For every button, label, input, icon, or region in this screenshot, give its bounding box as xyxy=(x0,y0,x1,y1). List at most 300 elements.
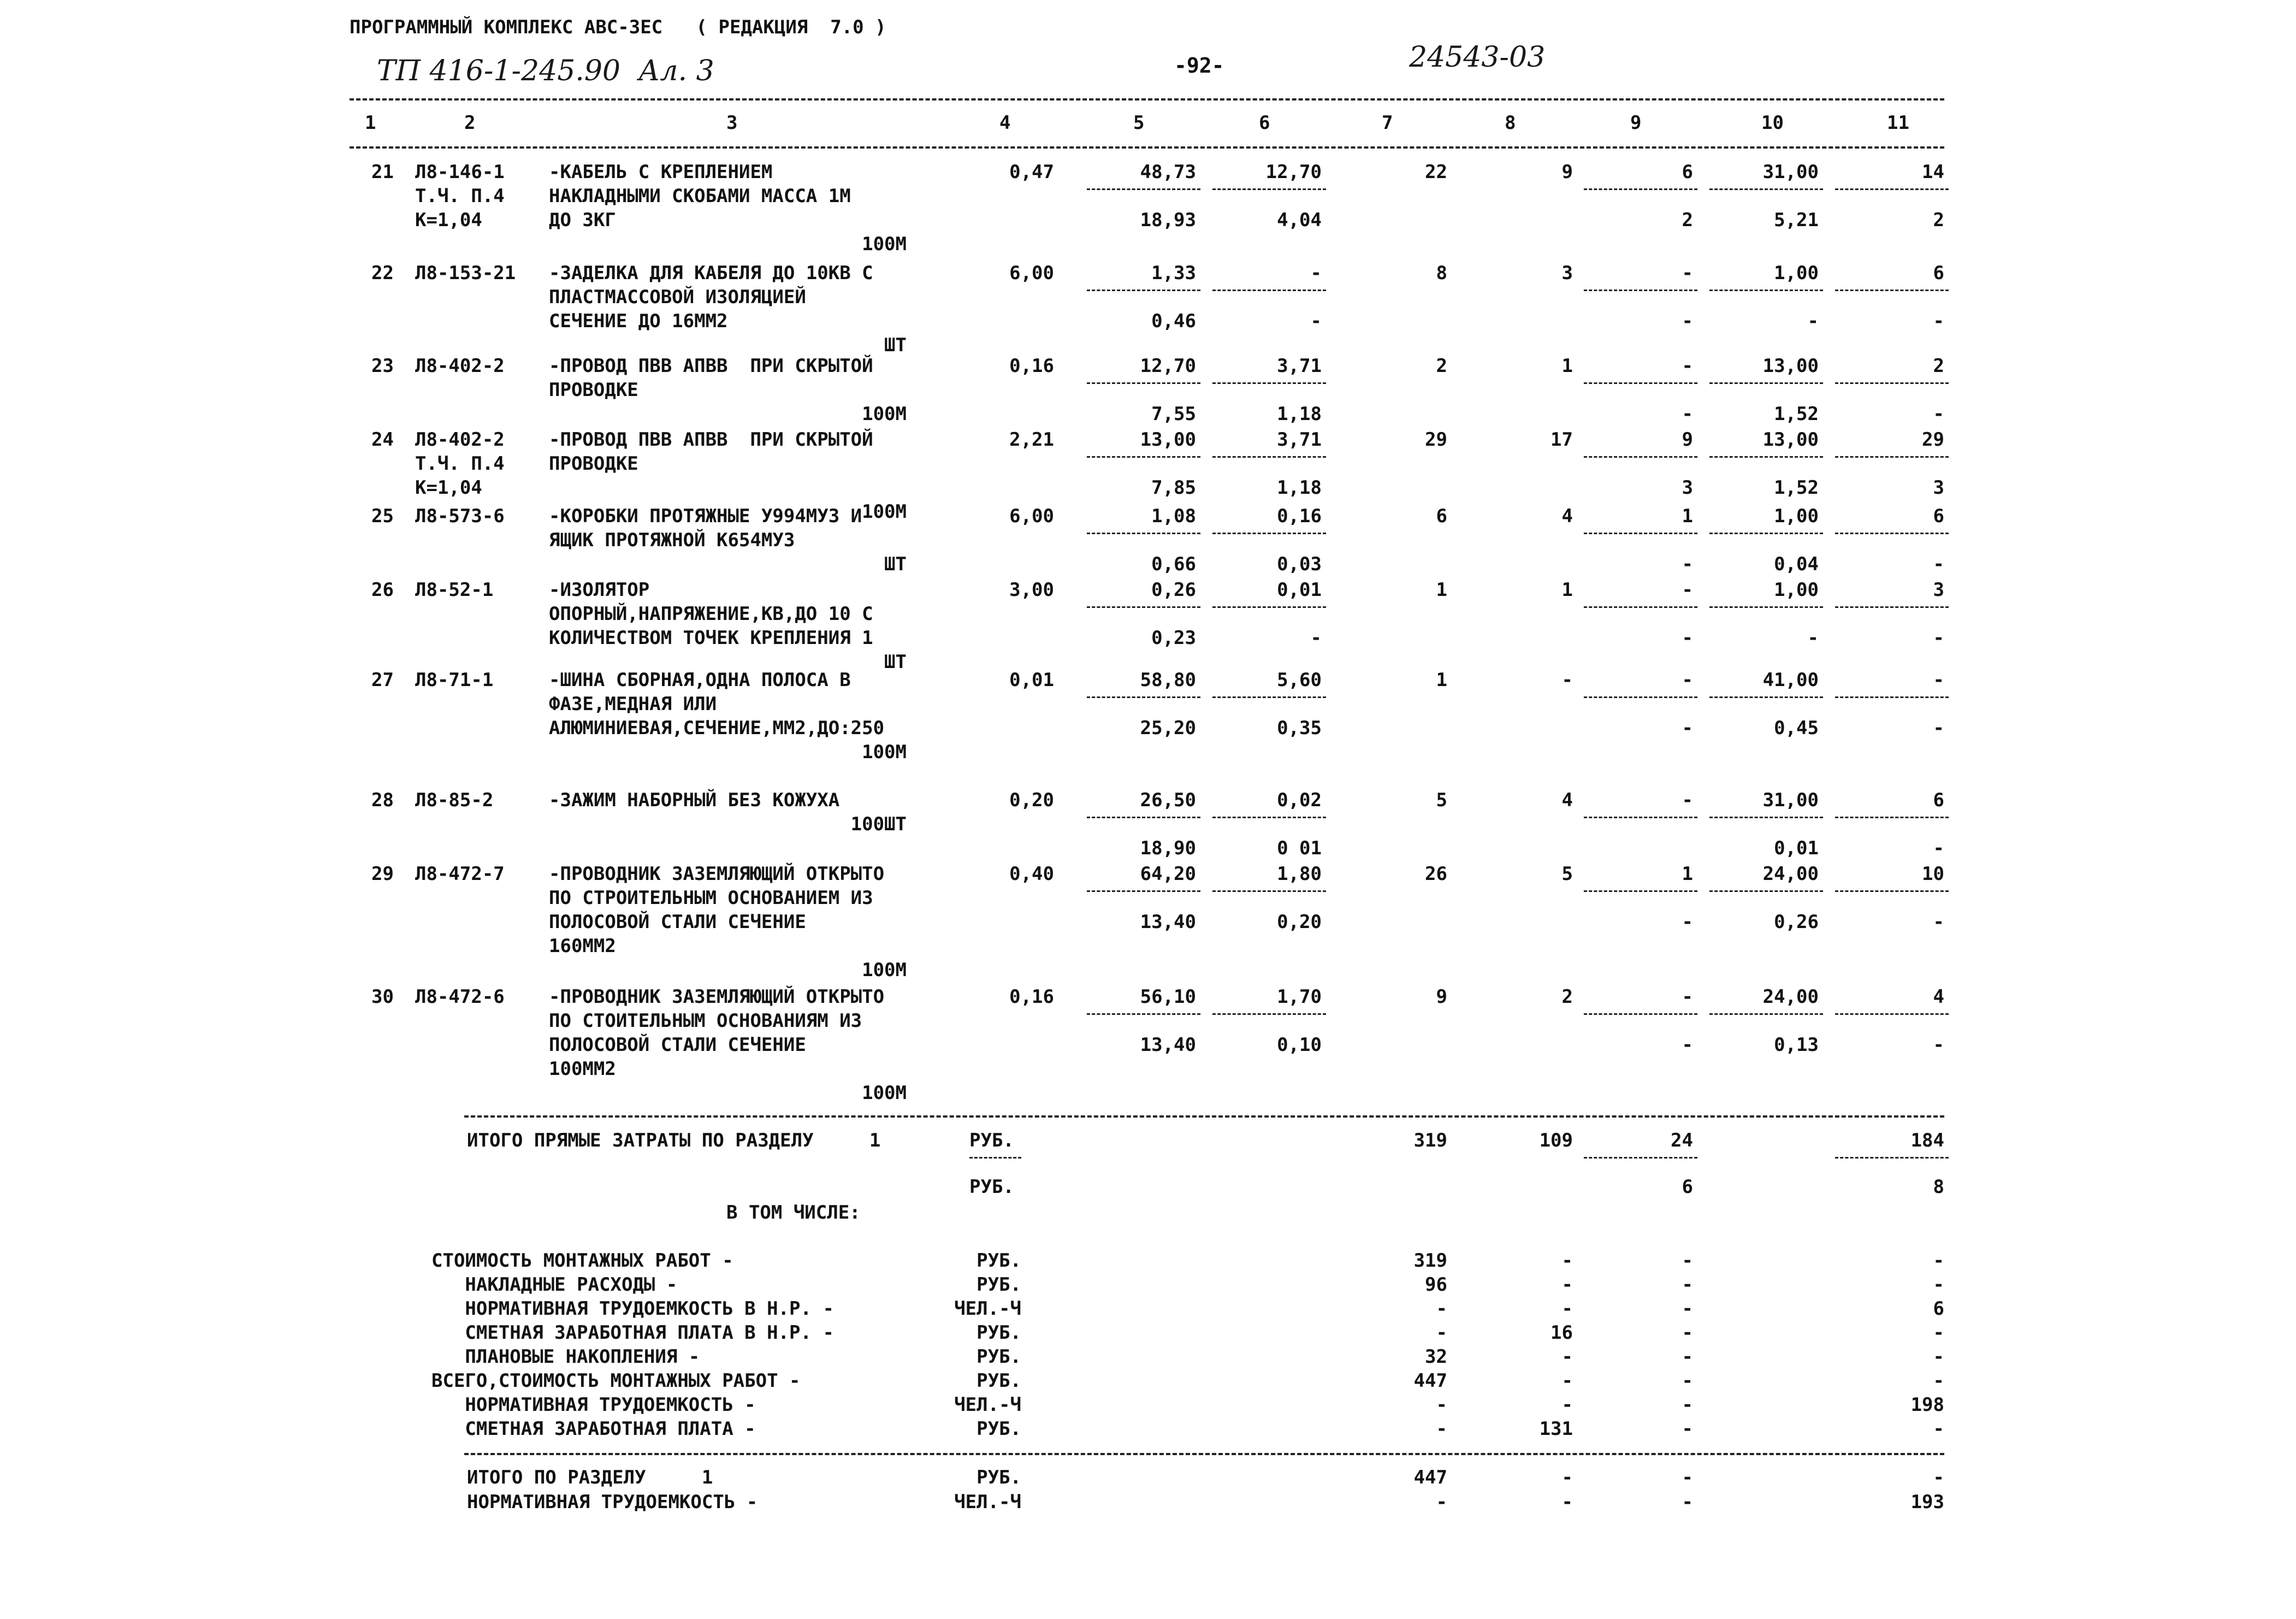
quantity: 6,00 xyxy=(1009,505,1054,527)
cell-c6: 0,03 xyxy=(1277,553,1322,575)
cell-c9: 1 xyxy=(1682,863,1693,885)
cell-divider xyxy=(1212,890,1326,892)
unit-of-measure: 100М xyxy=(862,959,907,981)
cell-c8: 16 xyxy=(1551,1322,1573,1344)
cell-c6: 3,71 xyxy=(1277,355,1322,377)
rate-code: Т.Ч. П.4 xyxy=(415,185,505,207)
unit-rub: РУБ. xyxy=(969,1176,1014,1198)
cell-c10: 0,45 xyxy=(1774,717,1819,739)
cell-divider xyxy=(1584,1157,1697,1159)
work-description: 100ММ2 xyxy=(549,1058,616,1080)
totals-rule xyxy=(464,1115,1944,1118)
cell-c5: 1,08 xyxy=(1151,505,1196,527)
rate-code: Л8-85-2 xyxy=(415,789,494,811)
row-number: 24 xyxy=(371,429,394,451)
cell-divider xyxy=(1212,188,1326,190)
cell-c7: 5 xyxy=(1436,789,1447,811)
cell-c11: - xyxy=(1933,403,1944,425)
cell-c7: - xyxy=(1436,1418,1447,1440)
cell-c10: 1,52 xyxy=(1774,403,1819,425)
cell-c6: 0,02 xyxy=(1277,789,1322,811)
cell-divider xyxy=(1087,817,1200,818)
cell-c5: 1,33 xyxy=(1151,262,1196,284)
cell-c8: 4 xyxy=(1561,505,1573,527)
cell-divider xyxy=(1709,456,1823,458)
cell-c5: 25,20 xyxy=(1140,717,1196,739)
summary-line-label: НОРМАТИВНАЯ ТРУДОЕМКОСТЬ - xyxy=(431,1394,756,1416)
cell-divider xyxy=(1835,1013,1949,1015)
rate-code: Л8-153-21 xyxy=(415,262,516,284)
cell-c6: 1,80 xyxy=(1277,863,1322,885)
cell-c11: - xyxy=(1933,1346,1944,1368)
cell-c5: 13,40 xyxy=(1140,1034,1196,1056)
cell-c5: 18,93 xyxy=(1140,209,1196,231)
cell-c9: - xyxy=(1682,579,1693,601)
cell-divider xyxy=(1212,817,1326,818)
cell-c5: 18,90 xyxy=(1140,837,1196,859)
cell-c11: - xyxy=(1933,1370,1944,1392)
cell-c5: 13,40 xyxy=(1140,911,1196,933)
unit-of-measure: ШТ xyxy=(884,651,907,673)
document-number: 24543-03 xyxy=(1409,41,1546,74)
cell-c10: 5,21 xyxy=(1774,209,1819,231)
cell-c10: 1,00 xyxy=(1774,262,1819,284)
cell-c8: - xyxy=(1561,1370,1573,1392)
including-label: В ТОМ ЧИСЛЕ: xyxy=(726,1202,861,1224)
cell-c11: 3 xyxy=(1933,477,1944,499)
cell-divider xyxy=(1709,533,1823,534)
cell-c11: - xyxy=(1933,1034,1944,1056)
cell-divider xyxy=(1212,606,1326,608)
cell-c7: - xyxy=(1436,1298,1447,1320)
row-number: 30 xyxy=(371,986,394,1008)
summary-unit: РУБ. xyxy=(977,1322,1021,1344)
cell-divider xyxy=(1835,1157,1949,1159)
cell-divider xyxy=(1835,382,1949,384)
cell-c9: - xyxy=(1682,1346,1693,1368)
cell-c10: 1,52 xyxy=(1774,477,1819,499)
unit-of-measure: 100М xyxy=(862,501,907,523)
cell-divider xyxy=(1709,289,1823,291)
work-description: -КОРОБКИ ПРОТЯЖНЫЕ У994МУЗ И xyxy=(549,505,862,527)
cell-c10: 31,00 xyxy=(1762,789,1819,811)
cell-divider xyxy=(1087,696,1200,698)
cell-c9: 6 xyxy=(1682,1176,1693,1198)
cell-c10: 31,00 xyxy=(1762,161,1819,183)
rate-code: Л8-573-6 xyxy=(415,505,505,527)
cell-c6: 0,16 xyxy=(1277,505,1322,527)
rate-code: Л8-146-1 xyxy=(415,161,505,183)
column-header: 7 xyxy=(1382,112,1393,134)
cell-c10: 13,00 xyxy=(1762,355,1819,377)
cell-divider xyxy=(1709,606,1823,608)
unit-of-measure: 100М xyxy=(862,741,907,763)
header-top-rule xyxy=(350,98,1944,101)
work-description: ПЛАСТМАССОВОЙ ИЗОЛЯЦИЕЙ xyxy=(549,286,806,308)
cell-c7: - xyxy=(1436,1394,1447,1416)
cell-c10: - xyxy=(1807,310,1819,332)
document-reference: ТП 416-1-245.90 Ал. 3 xyxy=(377,55,714,87)
cell-c8: 1 xyxy=(1561,579,1573,601)
cell-c6: 0,10 xyxy=(1277,1034,1322,1056)
cell-c5: 26,50 xyxy=(1140,789,1196,811)
unit-of-measure: ШТ xyxy=(884,334,907,356)
work-description: -ПРОВОДНИК ЗАЗЕМЛЯЮЩИЙ ОТКРЫТО xyxy=(549,986,885,1008)
cell-c8: - xyxy=(1561,1394,1573,1416)
cell-c9: - xyxy=(1682,986,1693,1008)
cell-c10: 0,26 xyxy=(1774,911,1819,933)
cell-c6: 1,18 xyxy=(1277,403,1322,425)
column-header: 1 xyxy=(365,112,376,134)
cell-c5: 13,00 xyxy=(1140,429,1196,451)
cell-c8: 3 xyxy=(1561,262,1573,284)
cell-divider xyxy=(1212,289,1326,291)
cell-divider xyxy=(1212,533,1326,534)
cell-divider xyxy=(1087,890,1200,892)
column-header: 5 xyxy=(1133,112,1145,134)
cell-c7: 1 xyxy=(1436,579,1447,601)
quantity: 0,40 xyxy=(1009,863,1054,885)
work-description: ПОЛОСОВОЙ СТАЛИ СЕЧЕНИЕ xyxy=(549,1034,806,1056)
work-description: -ЗАЖИМ НАБОРНЫЙ БЕЗ КОЖУХА xyxy=(549,789,840,811)
cell-c9: - xyxy=(1682,1491,1693,1513)
cell-c9: - xyxy=(1682,717,1693,739)
cell-c9: 6 xyxy=(1682,161,1693,183)
row-number: 29 xyxy=(371,863,394,885)
cell-c9: - xyxy=(1682,1394,1693,1416)
cell-c8: - xyxy=(1561,1298,1573,1320)
summary-line-label: СМЕТНАЯ ЗАРАБОТНАЯ ПЛАТА - xyxy=(431,1418,756,1440)
cell-divider xyxy=(1835,289,1949,291)
work-description: -ЗАДЕЛКА ДЛЯ КАБЕЛЯ ДО 10КВ С xyxy=(549,262,873,284)
cell-c9: - xyxy=(1682,1467,1693,1488)
cell-c9: - xyxy=(1682,789,1693,811)
work-description: КОЛИЧЕСТВОМ ТОЧЕК КРЕПЛЕНИЯ 1 xyxy=(549,627,873,649)
cell-c9: - xyxy=(1682,1418,1693,1440)
cell-divider xyxy=(1584,1013,1697,1015)
work-description: -ПРОВОД ПВВ АПВВ ПРИ СКРЫТОЙ xyxy=(549,429,873,451)
cell-c9: - xyxy=(1682,403,1693,425)
rate-code: Л8-402-2 xyxy=(415,355,505,377)
cell-c5: 0,26 xyxy=(1151,579,1196,601)
cell-c8: - xyxy=(1561,1274,1573,1296)
summary-line-label: НОРМАТИВНАЯ ТРУДОЕМКОСТЬ В Н.Р. - xyxy=(431,1298,834,1320)
cell-divider xyxy=(1212,1013,1326,1015)
rate-code: Л8-71-1 xyxy=(415,669,494,691)
quantity: 0,20 xyxy=(1009,789,1054,811)
cell-c8: 1 xyxy=(1561,355,1573,377)
column-header: 8 xyxy=(1505,112,1516,134)
column-header: 4 xyxy=(999,112,1011,134)
cell-divider xyxy=(1835,696,1949,698)
cell-c9: - xyxy=(1682,1370,1693,1392)
cell-divider xyxy=(1835,890,1949,892)
cell-divider xyxy=(1709,817,1823,818)
cell-c10: 0,04 xyxy=(1774,553,1819,575)
cell-divider xyxy=(1835,533,1949,534)
cell-c9: 1 xyxy=(1682,505,1693,527)
cell-divider xyxy=(1709,1013,1823,1015)
row-number: 21 xyxy=(371,161,394,183)
rate-code: К=1,04 xyxy=(415,209,482,231)
row-number: 25 xyxy=(371,505,394,527)
row-number: 22 xyxy=(371,262,394,284)
quantity: 3,00 xyxy=(1009,579,1054,601)
cell-c5: 58,80 xyxy=(1140,669,1196,691)
cell-c11: 8 xyxy=(1933,1176,1944,1198)
cell-c5: 48,73 xyxy=(1140,161,1196,183)
cell-c10: 0,01 xyxy=(1774,837,1819,859)
cell-c11: - xyxy=(1933,717,1944,739)
rate-code: Л8-402-2 xyxy=(415,429,505,451)
cell-divider xyxy=(1087,606,1200,608)
cell-c10: 24,00 xyxy=(1762,863,1819,885)
work-description: СЕЧЕНИЕ ДО 16ММ2 xyxy=(549,310,728,332)
summary-unit: РУБ. xyxy=(977,1370,1021,1392)
cell-c7: 9 xyxy=(1436,986,1447,1008)
quantity: 0,01 xyxy=(1009,669,1054,691)
cell-c5: 64,20 xyxy=(1140,863,1196,885)
cell-divider xyxy=(1584,533,1697,534)
rate-code: Л8-52-1 xyxy=(415,579,494,601)
cell-c8: 4 xyxy=(1561,789,1573,811)
cell-c7: 6 xyxy=(1436,505,1447,527)
cell-c11: 2 xyxy=(1933,209,1944,231)
quantity: 2,21 xyxy=(1009,429,1054,451)
work-description: ФАЗЕ,МЕДНАЯ ИЛИ xyxy=(549,693,717,715)
cell-c8: 131 xyxy=(1539,1418,1573,1440)
cell-c11: 29 xyxy=(1922,429,1944,451)
cell-c11: 198 xyxy=(1910,1394,1944,1416)
unit-of-measure: 100ШТ xyxy=(850,813,907,835)
cell-c8: - xyxy=(1561,1467,1573,1488)
unit-of-measure: 100М xyxy=(862,403,907,425)
cell-c8: 109 xyxy=(1539,1130,1573,1151)
cell-c9: - xyxy=(1682,1322,1693,1344)
work-description: ПО СТОИТЕЛЬНЫМ ОСНОВАНИЯМ ИЗ xyxy=(549,1010,862,1032)
cell-c7: 22 xyxy=(1425,161,1447,183)
cell-divider xyxy=(1584,456,1697,458)
cell-c8: - xyxy=(1561,669,1573,691)
cell-c10: 41,00 xyxy=(1762,669,1819,691)
cell-c7: 319 xyxy=(1413,1130,1447,1151)
cell-c6: 1,18 xyxy=(1277,477,1322,499)
cell-c9: - xyxy=(1682,627,1693,649)
work-description: ПОЛОСОВОЙ СТАЛИ СЕЧЕНИЕ xyxy=(549,911,806,933)
cell-divider xyxy=(1087,382,1200,384)
cell-c11: - xyxy=(1933,837,1944,859)
quantity: 0,47 xyxy=(1009,161,1054,183)
row-number: 23 xyxy=(371,355,394,377)
cell-c7: 2 xyxy=(1436,355,1447,377)
cell-divider xyxy=(1212,456,1326,458)
work-description: ЯЩИК ПРОТЯЖНОЙ К654МУЗ xyxy=(549,529,795,551)
cell-c8: - xyxy=(1561,1346,1573,1368)
cell-c11: 2 xyxy=(1933,355,1944,377)
cell-divider xyxy=(1584,696,1697,698)
cell-divider xyxy=(1709,382,1823,384)
unit-of-measure: 100М xyxy=(862,1082,907,1104)
cell-c11: 193 xyxy=(1910,1491,1944,1513)
cell-c6: 0 01 xyxy=(1277,837,1322,859)
cell-c8: 17 xyxy=(1551,429,1573,451)
cell-c8: - xyxy=(1561,1491,1573,1513)
cell-c11: - xyxy=(1933,1418,1944,1440)
cell-c5: 0,66 xyxy=(1151,553,1196,575)
row-number: 26 xyxy=(371,579,394,601)
summary-unit: ЧЕЛ.-Ч xyxy=(954,1491,1021,1513)
work-description: -ИЗОЛЯТОР xyxy=(549,579,650,601)
cell-c11: - xyxy=(1933,310,1944,332)
cell-c11: 3 xyxy=(1933,579,1944,601)
unit-of-measure: 100М xyxy=(862,233,907,255)
page-number: -92- xyxy=(1174,54,1224,78)
cell-c8: 2 xyxy=(1561,986,1573,1008)
cell-c5: 0,46 xyxy=(1151,310,1196,332)
cell-c9: - xyxy=(1682,911,1693,933)
cell-c6: 0,20 xyxy=(1277,911,1322,933)
cell-divider xyxy=(1584,289,1697,291)
cell-c7: - xyxy=(1436,1322,1447,1344)
work-description: АЛЮМИНИЕВАЯ,СЕЧЕНИЕ,ММ2,ДО:250 xyxy=(549,717,885,739)
cell-c6: 3,71 xyxy=(1277,429,1322,451)
column-header: 10 xyxy=(1761,112,1784,134)
cell-c6: 4,04 xyxy=(1277,209,1322,231)
cell-divider xyxy=(1212,382,1326,384)
cell-c7: 447 xyxy=(1413,1467,1447,1488)
cell-divider xyxy=(1584,606,1697,608)
work-description: ДО 3КГ xyxy=(549,209,616,231)
row-number: 28 xyxy=(371,789,394,811)
summary-line-label: ВСЕГО,СТОИМОСТЬ МОНТАЖНЫХ РАБОТ - xyxy=(431,1370,801,1392)
rate-code: Л8-472-7 xyxy=(415,863,505,885)
work-description: 160ММ2 xyxy=(549,935,616,957)
cell-divider xyxy=(1212,696,1326,698)
cell-c7: - xyxy=(1436,1491,1447,1513)
cell-c5: 7,85 xyxy=(1151,477,1196,499)
cell-c7: 26 xyxy=(1425,863,1447,885)
cell-c9: - xyxy=(1682,669,1693,691)
cell-c11: - xyxy=(1933,553,1944,575)
cell-c10: - xyxy=(1807,627,1819,649)
cell-c7: 319 xyxy=(1413,1250,1447,1272)
program-title: ПРОГРАММНЫЙ КОМПЛЕКС АВС-ЗЕС ( РЕДАКЦИЯ 7.0 ) xyxy=(350,16,886,38)
cell-c6: - xyxy=(1310,627,1322,649)
cell-c5: 7,55 xyxy=(1151,403,1196,425)
final-total-label: НОРМАТИВНАЯ ТРУДОЕМКОСТЬ - xyxy=(467,1491,758,1513)
cell-c9: - xyxy=(1682,1034,1693,1056)
unit-divider xyxy=(969,1157,1021,1159)
cell-c5: 56,10 xyxy=(1140,986,1196,1008)
work-description: ПРОВОДКЕ xyxy=(549,453,638,475)
cell-c11: 10 xyxy=(1922,863,1944,885)
cell-c7: 8 xyxy=(1436,262,1447,284)
cell-divider xyxy=(1584,817,1697,818)
cell-c9: 24 xyxy=(1671,1130,1693,1151)
work-description: -КАБЕЛЬ С КРЕПЛЕНИЕМ xyxy=(549,161,773,183)
cell-c6: - xyxy=(1310,262,1322,284)
cell-c6: 1,70 xyxy=(1277,986,1322,1008)
cell-c7: 29 xyxy=(1425,429,1447,451)
work-description: ПРОВОДКЕ xyxy=(549,379,638,401)
quantity: 0,16 xyxy=(1009,986,1054,1008)
cell-divider xyxy=(1709,890,1823,892)
column-header: 6 xyxy=(1259,112,1270,134)
cell-divider xyxy=(1584,382,1697,384)
cell-c10: 1,00 xyxy=(1774,579,1819,601)
rate-code: К=1,04 xyxy=(415,477,482,499)
summary-line-label: ПЛАНОВЫЕ НАКОПЛЕНИЯ - xyxy=(431,1346,700,1368)
cell-c11: 6 xyxy=(1933,505,1944,527)
summary-unit: ЧЕЛ.-Ч xyxy=(954,1394,1021,1416)
unit-rub: РУБ. xyxy=(969,1130,1014,1151)
cell-divider xyxy=(1584,188,1697,190)
cell-divider xyxy=(1087,533,1200,534)
cell-c5: 12,70 xyxy=(1140,355,1196,377)
work-description: НАКЛАДНЫМИ СКОБАМИ МАССА 1М xyxy=(549,185,851,207)
cell-c11: - xyxy=(1933,911,1944,933)
cell-c7: 1 xyxy=(1436,669,1447,691)
header-bottom-rule xyxy=(350,146,1944,149)
cell-divider xyxy=(1087,456,1200,458)
summary-unit: РУБ. xyxy=(977,1250,1021,1272)
summary-unit: РУБ. xyxy=(977,1418,1021,1440)
cell-divider xyxy=(1835,188,1949,190)
cell-c11: - xyxy=(1933,1250,1944,1272)
column-header: 3 xyxy=(726,112,738,134)
cell-c10: 24,00 xyxy=(1762,986,1819,1008)
summary-unit: ЧЕЛ.-Ч xyxy=(954,1298,1021,1320)
unit-of-measure: ШТ xyxy=(884,553,907,575)
cell-divider xyxy=(1087,289,1200,291)
cell-c11: 4 xyxy=(1933,986,1944,1008)
quantity: 0,16 xyxy=(1009,355,1054,377)
cell-c9: 3 xyxy=(1682,477,1693,499)
cell-c11: - xyxy=(1933,1274,1944,1296)
cell-divider xyxy=(1584,890,1697,892)
cell-c11: 6 xyxy=(1933,789,1944,811)
cell-divider xyxy=(1087,188,1200,190)
cell-c11: - xyxy=(1933,669,1944,691)
cell-c11: - xyxy=(1933,627,1944,649)
cell-divider xyxy=(1835,456,1949,458)
work-description: ОПОРНЫЙ,НАПРЯЖЕНИЕ,КВ,ДО 10 С xyxy=(549,603,873,625)
cell-c9: 9 xyxy=(1682,429,1693,451)
cell-c9: 2 xyxy=(1682,209,1693,231)
work-description: -ПРОВОД ПВВ АПВВ ПРИ СКРЫТОЙ xyxy=(549,355,873,377)
quantity: 6,00 xyxy=(1009,262,1054,284)
cell-c6: 0,01 xyxy=(1277,579,1322,601)
work-description: -ПРОВОДНИК ЗАЗЕМЛЯЮЩИЙ ОТКРЫТО xyxy=(549,863,885,885)
cell-c9: - xyxy=(1682,1298,1693,1320)
cell-divider xyxy=(1709,188,1823,190)
row-number: 27 xyxy=(371,669,394,691)
cell-c11: - xyxy=(1933,1322,1944,1344)
column-header: 11 xyxy=(1887,112,1909,134)
cell-c9: - xyxy=(1682,1250,1693,1272)
cell-c9: - xyxy=(1682,310,1693,332)
cell-c9: - xyxy=(1682,355,1693,377)
final-total-label: ИТОГО ПО РАЗДЕЛУ 1 xyxy=(467,1467,713,1488)
cell-divider xyxy=(1709,696,1823,698)
column-header: 2 xyxy=(464,112,476,134)
work-description: ПО СТРОИТЕЛЬНЫМ ОСНОВАНИЕМ ИЗ xyxy=(549,887,873,909)
cell-c8: 5 xyxy=(1561,863,1573,885)
cell-c7: 96 xyxy=(1425,1274,1447,1296)
cell-c6: 0,35 xyxy=(1277,717,1322,739)
cell-divider xyxy=(1835,606,1949,608)
cell-c10: 0,13 xyxy=(1774,1034,1819,1056)
